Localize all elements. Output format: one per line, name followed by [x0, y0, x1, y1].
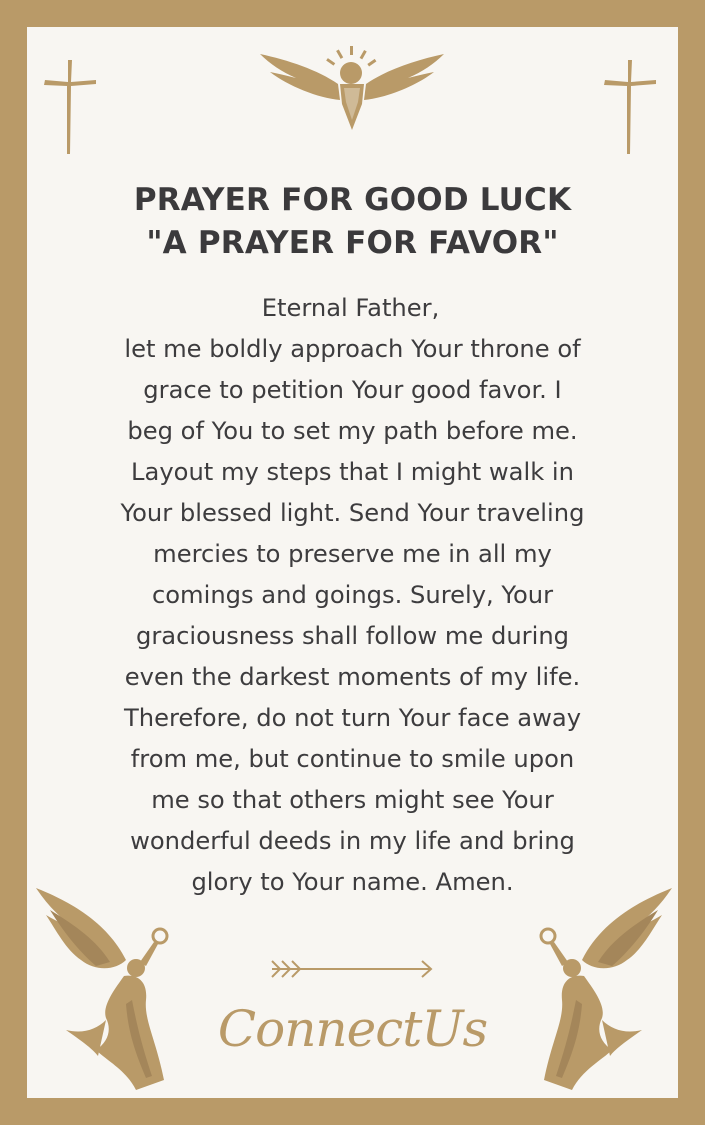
- prayer-line: beg of You to set my path before me.: [127, 417, 578, 445]
- prayer-line: glory to Your name. Amen.: [191, 868, 514, 896]
- angel-icon: [36, 880, 186, 1095]
- prayer-line: Eternal Father,: [261, 294, 440, 322]
- cross-icon: [600, 58, 660, 158]
- prayer-line: let me boldly approach Your throne of: [124, 335, 581, 363]
- title-line-1: PRAYER FOR GOOD LUCK: [133, 182, 572, 218]
- prayer-line: mercies to preserve me in all my: [153, 540, 552, 568]
- prayer-line: wonderful deeds in my life and bring: [130, 827, 575, 855]
- prayer-line: Your blessed light. Send Your traveling: [120, 499, 585, 527]
- prayer-line: graciousness shall follow me during: [135, 622, 570, 650]
- cross-icon: [40, 58, 100, 158]
- prayer-line: from me, but continue to smile upon: [130, 745, 575, 773]
- prayer-line: comings and goings. Surely, Your: [151, 581, 554, 609]
- winged-sun-emblem-icon: [258, 46, 446, 132]
- angel-icon: [522, 880, 672, 1095]
- prayer-line: Layout my steps that I might walk in: [131, 458, 574, 486]
- brand-logo: ConnectUs: [217, 1000, 488, 1058]
- arrow-icon: [268, 958, 436, 980]
- prayer-line: me so that others might see Your: [151, 786, 554, 814]
- prayer-line: even the darkest moments of my life.: [124, 663, 581, 691]
- prayer-text: [40, 288, 665, 903]
- prayer-line: grace to petition Your good favor. I: [143, 376, 562, 404]
- prayer-line: Therefore, do not turn Your face away: [123, 704, 582, 732]
- title-line-2: "A PRAYER FOR FAVOR": [146, 225, 559, 261]
